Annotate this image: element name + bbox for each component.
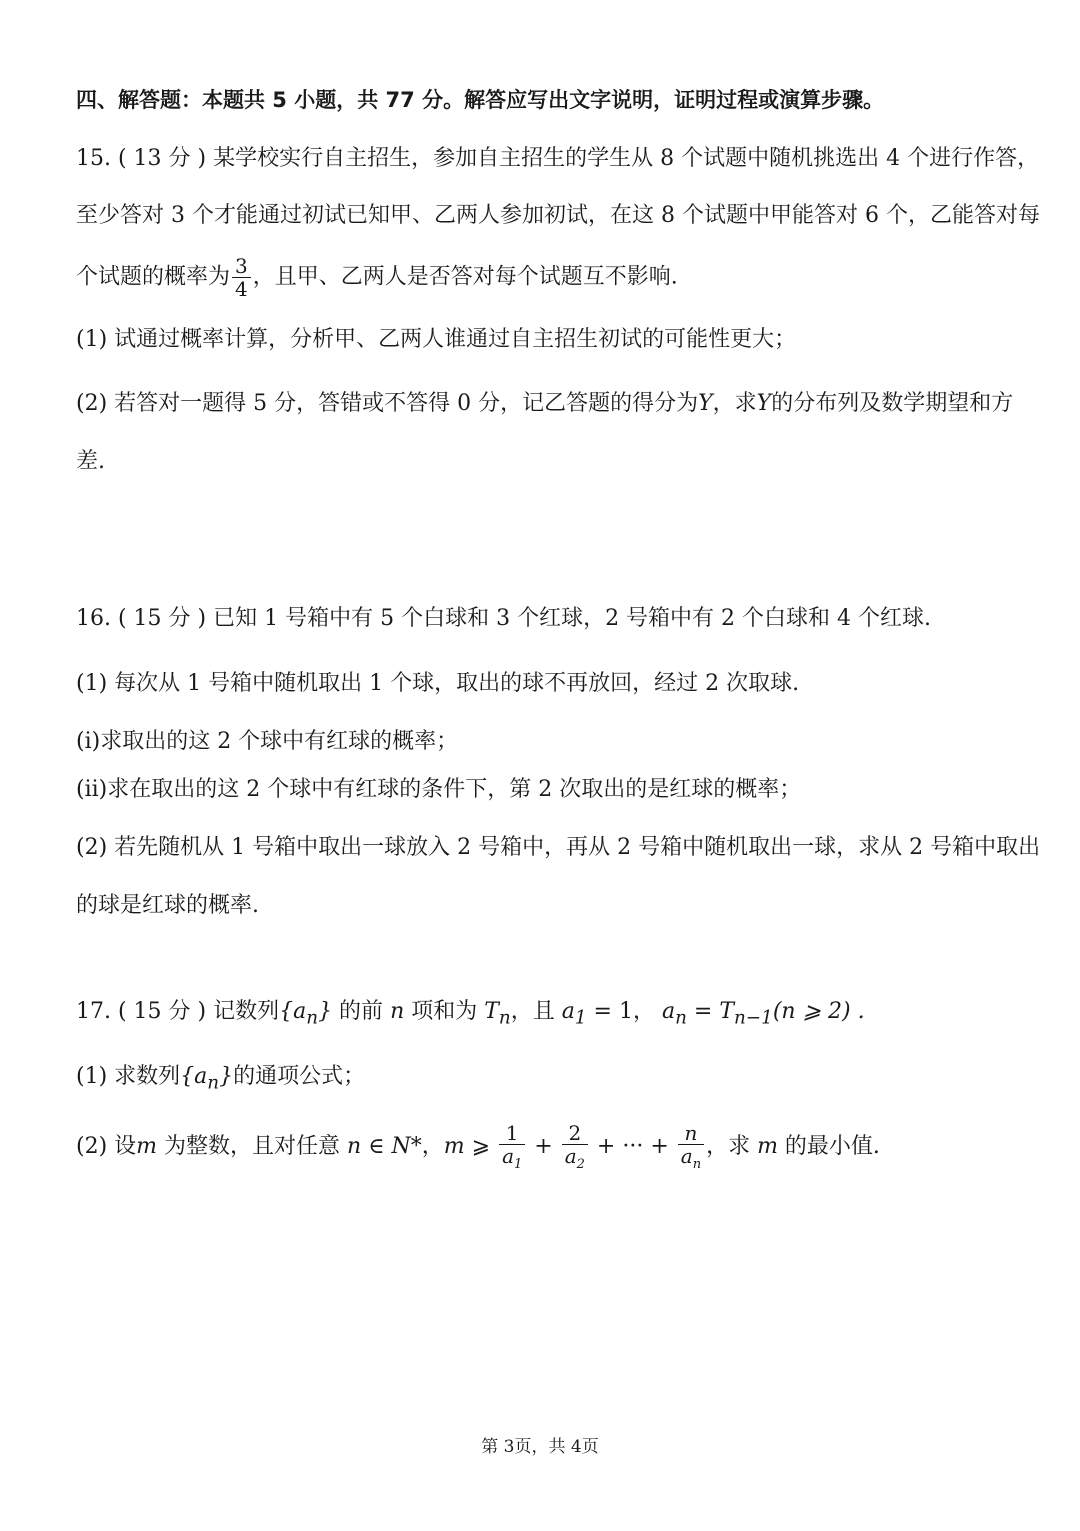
var-t: T	[484, 999, 499, 1024]
q17-text: 的前	[332, 999, 391, 1024]
q16-part-2: (2) 若先随机从 1 号箱中取出一球放入 2 号箱中，再从 2 号箱中随机取出一球，求从 2 号箱中取出	[76, 835, 1041, 860]
n-in-n-star: n ∈ N*	[347, 1134, 422, 1159]
fraction-three-quarters	[232, 255, 251, 300]
q17-part-1	[76, 1061, 365, 1099]
q16-part-2-cont: 的球是红球的概率.	[76, 893, 259, 918]
condition: (n ⩾ 2) .	[772, 999, 865, 1024]
q17-text: 的最小值.	[777, 1134, 880, 1159]
sub-1: 1	[514, 1157, 523, 1172]
fraction-2-over-a2	[562, 1122, 588, 1172]
q15-line-1: 15. ( 13 分 ) 某学校实行自主招生，参加自主招生的学生从 8 个试题中随机挑选出 4 个进行作答，	[76, 146, 1040, 171]
page-number: 第 3页，共 4页	[481, 1437, 599, 1457]
equals: =	[686, 999, 720, 1024]
q15-line-2: 至少答对 3 个才能通过初试已知甲、乙两人参加初试，在这 8 个试题中甲能答对 6 个，乙能答对每	[76, 203, 1040, 228]
q15-part-2	[76, 388, 1013, 420]
frac-denominator	[562, 1145, 588, 1172]
var-a: a	[680, 1144, 693, 1168]
geq-sign: ⩾	[464, 1134, 498, 1159]
sub-1: 1	[574, 1007, 587, 1029]
frac-numerator: n	[678, 1122, 704, 1145]
q15-part-2-cont: 差.	[76, 449, 105, 474]
q15-part-2-a: (2) 若答对一题得 5 分，答错或不答得 0 分，记乙答题的得分为	[76, 391, 699, 416]
q15-line-3	[76, 255, 678, 300]
q17-text: ，且	[510, 999, 562, 1024]
eq-one: = 1，	[586, 999, 662, 1024]
seq-open: {a	[279, 999, 307, 1024]
q16-sub-ii: (ii)求在取出的这 2 个球中有红球的条件下，第 2 次取出的是红球的概率；	[76, 777, 802, 802]
q15-part-2-b: ，求	[712, 391, 757, 416]
q15-line-3-pre: 个试题的概率为	[76, 264, 231, 290]
frac-denominator: 4	[235, 277, 248, 301]
var-a1	[561, 999, 587, 1029]
q16-sub-i: (i)求取出的这 2 个球中有红球的概率；	[76, 729, 459, 754]
var-a: a	[502, 1144, 514, 1168]
var-m: m	[443, 1134, 465, 1159]
var-m: m	[136, 1134, 158, 1159]
var-tn	[484, 999, 511, 1029]
section-heading: 四、解答题：本题共 5 小题，共 77 分。解答应写出文字说明，证明过程或演算步骤。	[76, 88, 885, 112]
var-m: m	[757, 1134, 778, 1159]
q15-part-2-c: 的分布列及数学期望和方	[771, 391, 1014, 416]
seq-an	[180, 1064, 234, 1094]
sub-n: n	[692, 1157, 702, 1172]
q17-text: ，求	[706, 1134, 758, 1159]
var-a: a	[661, 999, 676, 1024]
frac-numerator: 3	[232, 255, 251, 278]
var-a: a	[564, 1144, 577, 1168]
q17-text: (2) 设	[76, 1134, 137, 1159]
frac-numerator: 1	[499, 1122, 525, 1145]
sub-n-minus-1: n−1	[734, 1007, 773, 1029]
q15-line-3-post: ，且甲、乙两人是否答对每个试题互不影响.	[252, 264, 678, 290]
q17-text: 17. ( 15 分 ) 记数列	[76, 999, 280, 1024]
seq-an	[279, 999, 333, 1029]
q17-text: (1) 求数列	[76, 1064, 181, 1089]
q16-line-1: 16. ( 15 分 ) 已知 1 号箱中有 5 个白球和 3 个红球，2 号箱中有 2 个白球和 4 个红球.	[76, 606, 932, 631]
q17-text: 项和为	[404, 999, 485, 1024]
plus-dots: + ··· +	[589, 1134, 676, 1159]
fraction-n-over-an	[678, 1122, 704, 1172]
q17-line-1	[76, 996, 865, 1034]
frac-numerator: 2	[562, 1122, 588, 1145]
var-tn-1	[719, 999, 773, 1029]
q17-text: 为整数，且对任意	[157, 1134, 348, 1159]
frac-denominator	[499, 1145, 525, 1172]
plus-sign: +	[527, 1134, 560, 1159]
seq-open: {a	[180, 1064, 208, 1089]
var-t: T	[719, 999, 734, 1024]
sub-2: 2	[576, 1157, 585, 1172]
var-a: a	[561, 999, 575, 1024]
var-n: n	[390, 999, 405, 1024]
q15-part-1: (1) 试通过概率计算，分析甲、乙两人谁通过自主招生初试的可能性更大；	[76, 327, 797, 352]
frac-denominator	[678, 1145, 704, 1172]
sub-n: n	[498, 1007, 511, 1029]
q16-part-1: (1) 每次从 1 号箱中随机取出 1 个球，取出的球不再放回，经过 2 次取球.	[76, 671, 800, 696]
sub-n: n	[675, 1007, 687, 1029]
seq-close: }	[219, 1064, 234, 1089]
q17-part-2	[76, 1120, 880, 1174]
var-y: Y	[756, 391, 772, 416]
seq-close: }	[318, 999, 333, 1024]
q17-text: 的通项公式；	[233, 1064, 366, 1089]
var-y: Y	[698, 391, 713, 416]
sub-n: n	[306, 1007, 319, 1029]
sub-n: n	[207, 1072, 220, 1094]
comma: ，	[421, 1134, 444, 1159]
fraction-1-over-a1	[499, 1122, 525, 1172]
var-an	[661, 999, 687, 1029]
